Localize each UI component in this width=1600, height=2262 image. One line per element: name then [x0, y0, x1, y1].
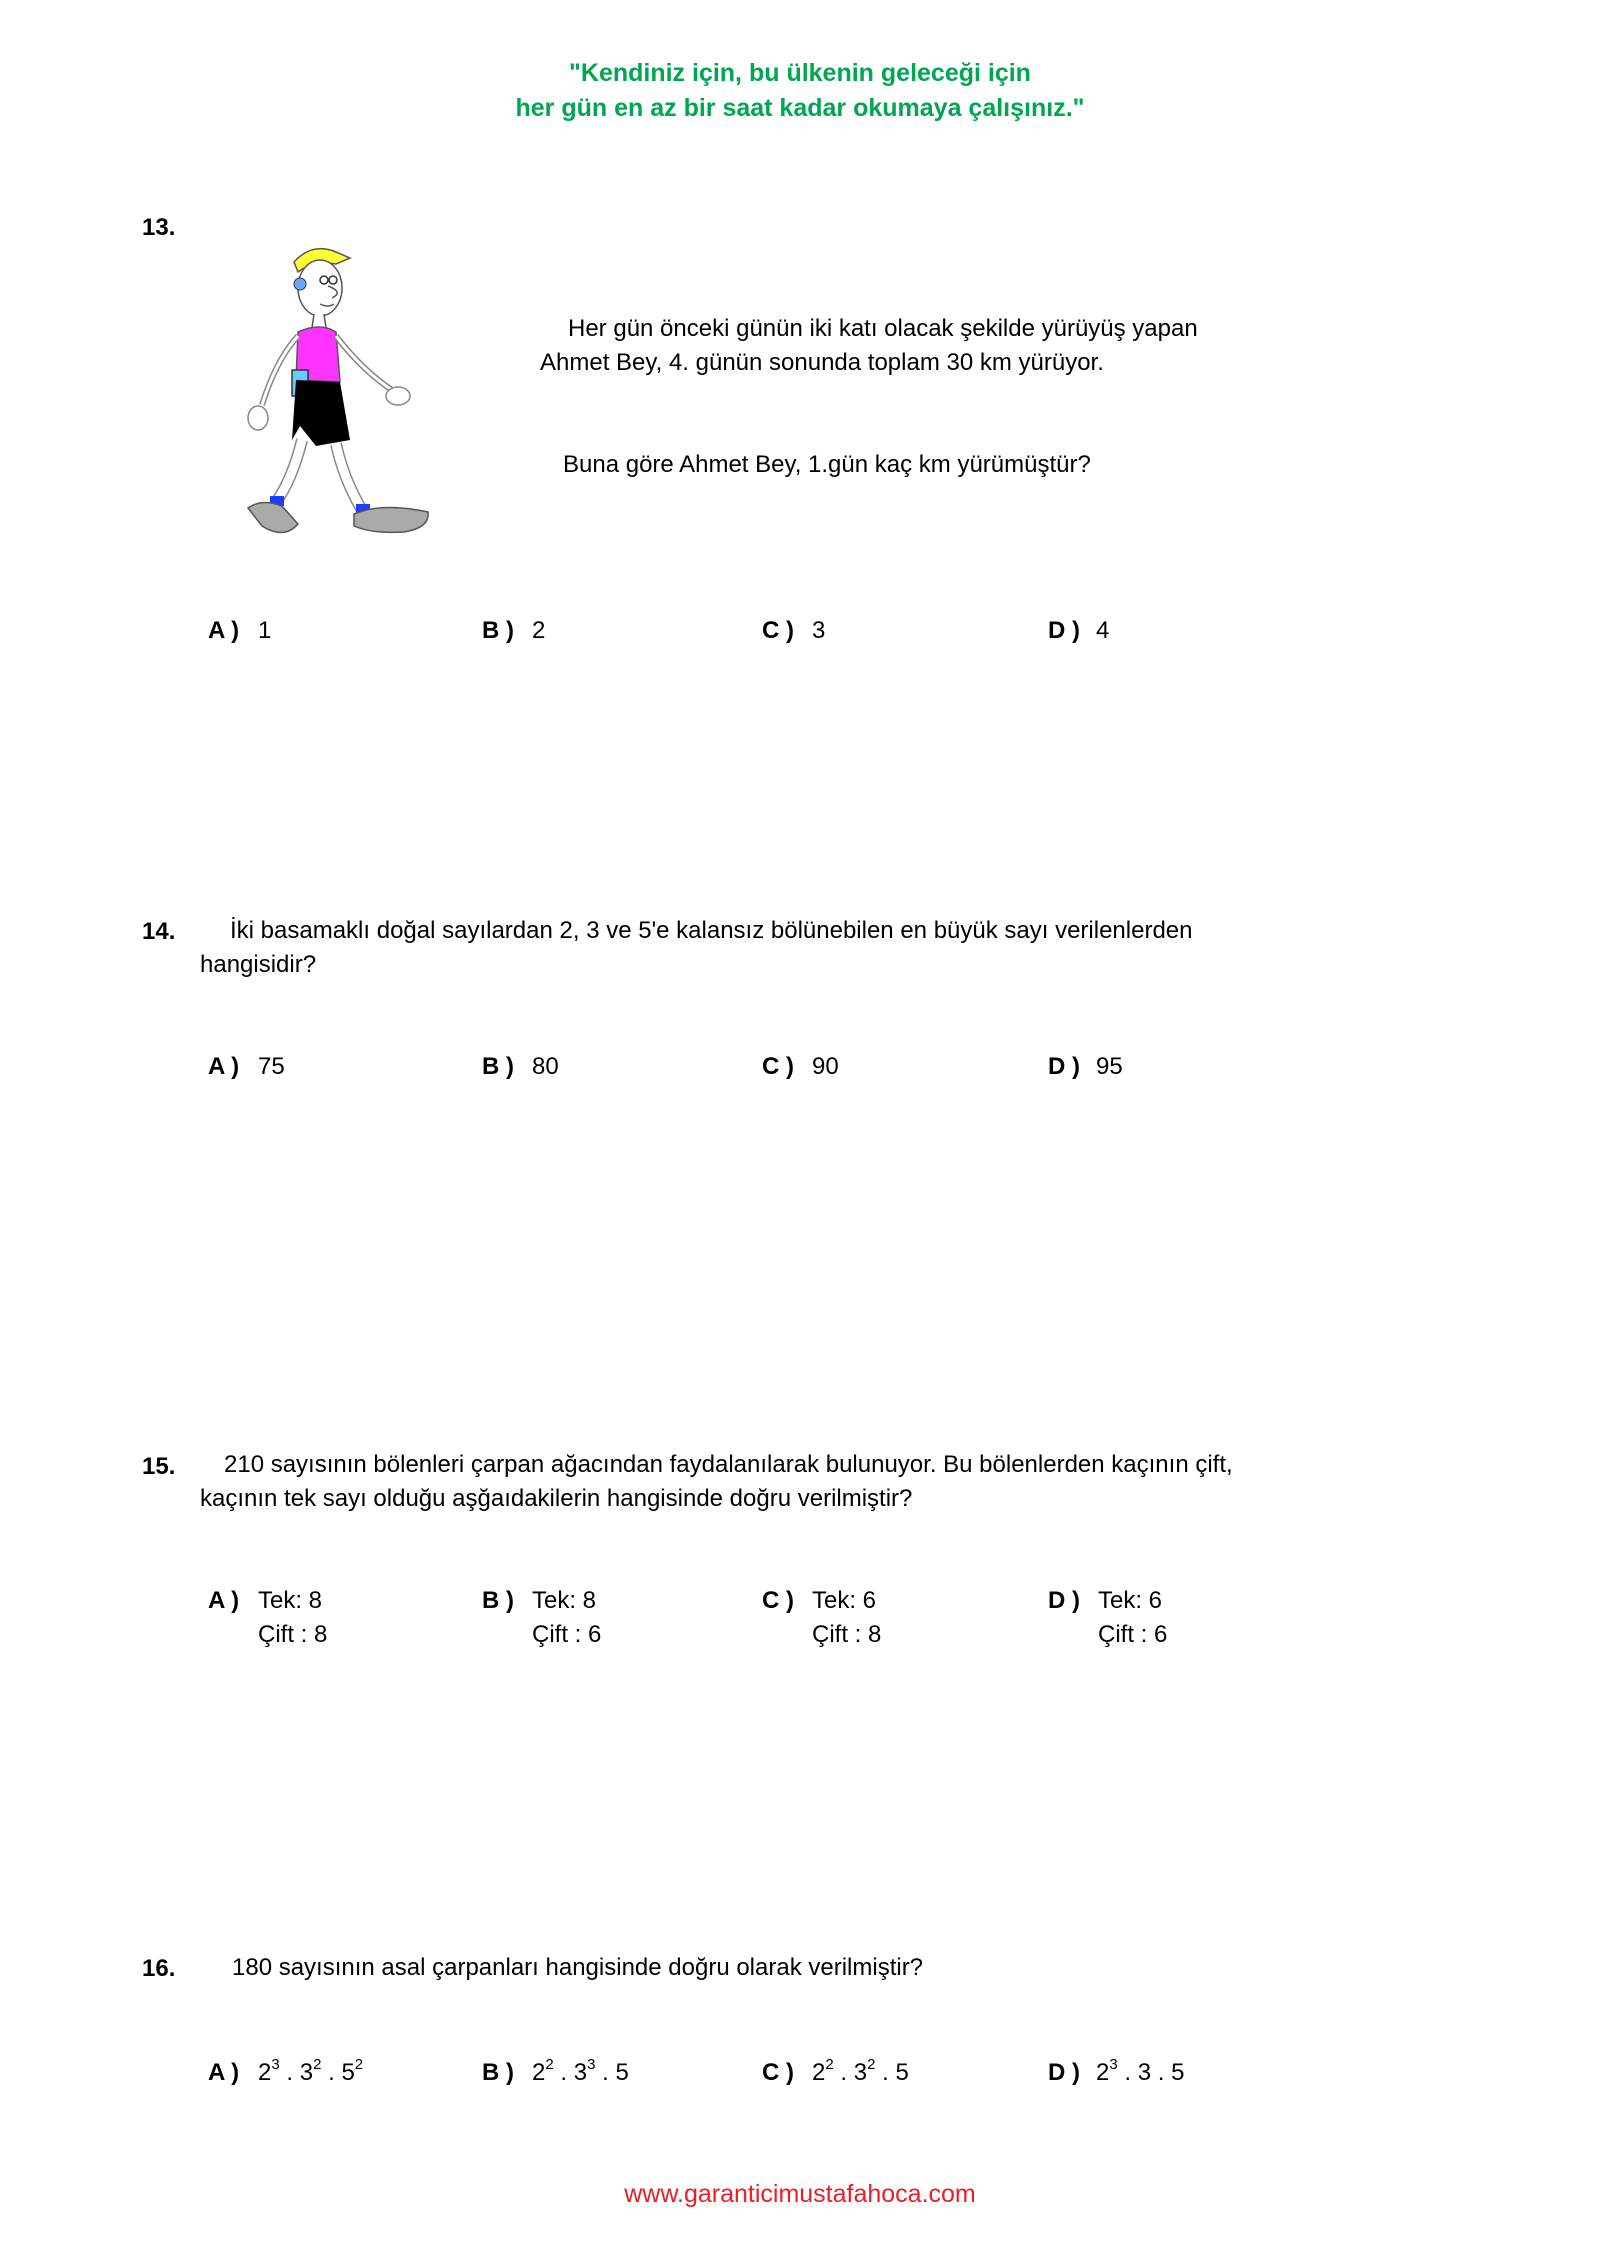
- question-13-option-d[interactable]: [1048, 614, 1109, 648]
- option-label: C ): [762, 1587, 794, 1614]
- option-label: B ): [482, 2059, 514, 2086]
- even-count: Çift : 6: [1098, 1621, 1168, 1648]
- option-value: [258, 1584, 327, 1652]
- option-label: D ): [1048, 1053, 1080, 1080]
- option-label: A ): [208, 1587, 240, 1614]
- option-label: D ): [1048, 1587, 1080, 1614]
- question-13-line-1: Her gün önceki günün iki katı olacak şekilde yürüyüş yapan: [568, 315, 1198, 342]
- question-16-option-a[interactable]: [208, 2056, 363, 2090]
- walking-man-illustration: [232, 240, 452, 545]
- question-15-line-2: kaçının tek sayı olduğu aşğaıdakilerin hangisinde doğru verilmiştir?: [200, 1485, 913, 1512]
- question-16-option-c[interactable]: [762, 2056, 909, 2090]
- option-label: B ): [482, 1053, 514, 1080]
- option-value: 4: [1096, 617, 1110, 644]
- option-value: 3: [812, 617, 826, 644]
- odd-count: Tek: 6: [812, 1587, 877, 1614]
- even-count: Çift : 6: [532, 1621, 602, 1648]
- question-14-option-c[interactable]: [762, 1050, 839, 1084]
- option-value: $2^2$ . $3^3$ . 5: [532, 2056, 629, 2086]
- option-value: 95: [1096, 1053, 1123, 1080]
- question-13-option-a[interactable]: [208, 614, 271, 648]
- option-value: 1: [258, 617, 272, 644]
- question-13-line-2: Ahmet Bey, 4. günün sonunda toplam 30 km yürüyor.: [540, 349, 1104, 376]
- quote-line-2: her gün en az bir saat kadar okumaya çalışınız.": [515, 94, 1085, 122]
- option-label: A ): [208, 617, 240, 644]
- option-value: [1098, 1584, 1167, 1652]
- question-14-line-1: İki basamaklı doğal sayılardan 2, 3 ve 5'e kalansız bölünebilen en büyük sayı verilenlerden: [230, 917, 1193, 944]
- question-14-option-b[interactable]: [482, 1050, 559, 1084]
- question-14-number: 14.: [142, 918, 176, 945]
- option-value: $2^3$ . 3 . 5: [1096, 2056, 1185, 2086]
- odd-count: Tek: 8: [258, 1587, 323, 1614]
- question-14-option-a[interactable]: [208, 1050, 285, 1084]
- option-label: C ): [762, 2059, 794, 2086]
- question-16-option-d[interactable]: [1048, 2056, 1184, 2090]
- option-value: 80: [532, 1053, 559, 1080]
- option-value: $2^2$ . $3^2$ . 5: [812, 2056, 909, 2086]
- question-16-text: 180 sayısının asal çarpanları hangisinde doğru olarak verilmiştir?: [232, 1954, 924, 1981]
- option-label: C ): [762, 1053, 794, 1080]
- option-label: A ): [208, 2059, 240, 2086]
- odd-count: Tek: 6: [1098, 1587, 1163, 1614]
- question-15-text: [200, 1448, 1233, 1516]
- question-15-number: 15.: [142, 1453, 176, 1480]
- question-14-line-2: hangisidir?: [200, 951, 317, 978]
- footer-website-link[interactable]: www.garanticimustafahoca.com: [624, 2180, 976, 2208]
- question-15-option-c[interactable]: [762, 1584, 881, 1652]
- option-value: 90: [812, 1053, 839, 1080]
- motivational-quote: [0, 56, 1600, 126]
- option-label: D ): [1048, 617, 1080, 644]
- option-value: $2^3$ . $3^2$ . $5^2$: [258, 2056, 364, 2086]
- option-value: 75: [258, 1053, 285, 1080]
- question-13-number: 13.: [142, 214, 176, 241]
- question-13-text: [540, 312, 1198, 380]
- question-13-option-b[interactable]: [482, 614, 545, 648]
- option-label: D ): [1048, 2059, 1080, 2086]
- option-value: [532, 1584, 601, 1652]
- option-value: [812, 1584, 881, 1652]
- question-14-option-d[interactable]: [1048, 1050, 1123, 1084]
- odd-count: Tek: 8: [532, 1587, 597, 1614]
- question-15-option-d[interactable]: [1048, 1584, 1167, 1652]
- question-15-option-b[interactable]: [482, 1584, 601, 1652]
- question-14-text: [200, 914, 1193, 982]
- option-label: C ): [762, 617, 794, 644]
- question-13-option-c[interactable]: [762, 614, 825, 648]
- quote-line-1: "Kendiniz için, bu ülkenin geleceği için: [569, 59, 1031, 87]
- option-value: 2: [532, 617, 546, 644]
- option-label: B ): [482, 617, 514, 644]
- even-count: Çift : 8: [812, 1621, 882, 1648]
- option-label: B ): [482, 1587, 514, 1614]
- even-count: Çift : 8: [258, 1621, 328, 1648]
- question-15-line-1: 210 sayısının bölenleri çarpan ağacından faydalanılarak bulunuyor. Bu bölenlerden kaçının çift,: [224, 1451, 1233, 1478]
- question-15-option-a[interactable]: [208, 1584, 327, 1652]
- question-16-option-b[interactable]: [482, 2056, 629, 2090]
- option-label: A ): [208, 1053, 240, 1080]
- question-13-prompt: Buna göre Ahmet Bey, 1.gün kaç km yürümüştür?: [563, 451, 1091, 478]
- question-16-number: 16.: [142, 1955, 176, 1982]
